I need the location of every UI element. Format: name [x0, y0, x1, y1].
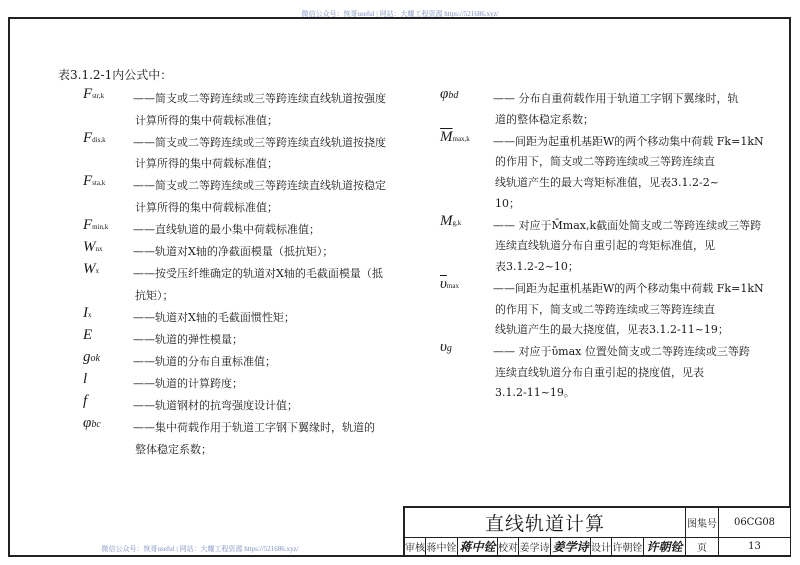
symbol	[83, 415, 101, 432]
watermark-top: 微信公众号：恢哥useful | 网站：大耀工程资源 https://521686.xyz/	[301, 10, 499, 18]
symbol	[440, 276, 459, 293]
atlas-label: 图集号	[686, 508, 719, 538]
definition-line: ——轨道的弹性模量；	[133, 332, 243, 346]
symbol-subscript: max	[446, 281, 459, 290]
symbol-main: W	[83, 238, 96, 255]
definition-line: ——轨道对X轴的净截面模量（抵抗矩）；	[133, 244, 334, 258]
definition-line: 线轨道产生的最大弯矩标准值，见表3.1.2-2~	[495, 175, 719, 189]
review-label: 审核	[405, 538, 426, 556]
definition-line: 表3.1.2-2~10；	[495, 259, 579, 273]
symbol-main: φ	[83, 415, 92, 432]
designer-name: 许朝铨	[612, 538, 644, 556]
symbol-subscript: min,k	[92, 222, 109, 231]
symbol-main: I	[83, 304, 88, 321]
symbol	[440, 129, 470, 146]
symbol	[83, 327, 92, 344]
symbol-main: $\overline{M}$	[440, 128, 453, 145]
definition-line: 3.1.2-11~19。	[495, 386, 575, 400]
symbol-main: F	[83, 86, 93, 102]
symbol-main: l	[83, 370, 88, 387]
definition-line: 抗矩）；	[135, 288, 174, 302]
checker-name: 姜学诗	[519, 538, 551, 556]
symbol	[83, 349, 100, 366]
definition-line: ——间距为起重机基距W的两个移动集中荷载 Fk=1kN	[493, 134, 764, 148]
definition-line: ——轨道钢材的抗弯强度设计值；	[133, 399, 298, 412]
symbol	[83, 217, 108, 234]
drawing-title: 直线轨道计算	[405, 508, 686, 538]
definition-line: ——集中荷载作用于轨道工字钢下翼缘时，轨道的	[133, 421, 375, 435]
definition-line: —— 分布自重荷载作用于轨道工字钢下翼缘时，轨	[493, 92, 739, 105]
symbol	[83, 173, 105, 190]
symbol-main: f	[83, 393, 88, 409]
symbol-subscript: bd	[448, 90, 459, 101]
page-label: 页	[686, 538, 719, 556]
definition-line: 的作用下，简支或二等跨连续或三等跨连续直	[495, 302, 715, 316]
checker-signature: 姜学诗	[551, 538, 591, 556]
definition-line: 10；	[495, 196, 520, 210]
reviewer-name: 蒋中铨	[426, 538, 458, 556]
symbol	[83, 239, 103, 256]
definition-line: ——轨道对X轴的毛截面惯性矩；	[133, 310, 295, 324]
symbol-main: W	[83, 261, 96, 277]
symbol-main: $\overline{\upsilon}$	[440, 275, 447, 292]
definition-line: —— 对应于ῡmax 位置处简支或二等跨连续或三等跨	[493, 345, 750, 359]
reviewer-signature: 蒋中铨	[458, 538, 498, 556]
symbol-main: F	[83, 129, 93, 146]
atlas-number: 06CG08	[719, 508, 791, 538]
check-label: 校对	[498, 538, 519, 556]
symbol-main: M	[440, 212, 453, 229]
page-number: 13	[719, 538, 791, 556]
symbol-subscript: max,k	[452, 134, 470, 143]
symbol	[83, 86, 104, 103]
symbol-main: F	[83, 216, 93, 233]
definition-line: 计算所得的集中荷载标准值；	[135, 113, 278, 127]
definition-line: ——轨道的分布自重标准值；	[133, 354, 276, 368]
definition-line: ——轨道的计算跨度；	[133, 376, 243, 390]
symbol-subscript: bc	[91, 419, 101, 431]
symbol-subscript: x	[95, 267, 99, 275]
definition-line: 计算所得的集中荷载标准值；	[135, 157, 278, 171]
definition-line: 整体稳定系数；	[135, 442, 212, 456]
definition-line: 的作用下，简支或二等跨连续或三等跨连续直	[495, 155, 715, 169]
symbol	[83, 261, 99, 278]
symbol-subscript: x	[88, 310, 92, 319]
definition-line: 计算所得的集中荷载标准值；	[135, 200, 278, 214]
definition-line: 线轨道产生的最大挠度值，见表3.1.2-11~19；	[495, 323, 729, 337]
symbol-main: E	[83, 326, 93, 343]
definition-line: ——简支或二等跨连续或三等跨连续直线轨道按强度	[133, 92, 386, 105]
watermark-bottom: 微信公众号：恢哥useful | 网站：大耀工程资源 https://521686.xyz/	[101, 545, 299, 553]
definition-line: 连续直线轨道分布自重引起的弯矩标准值，见	[495, 239, 715, 253]
definition-line: —— 对应于M̄max,k截面处简支或二等跨连续或三等跨	[493, 218, 762, 232]
symbol	[440, 213, 461, 230]
symbol-subscript: ok	[90, 352, 100, 364]
designer-signature: 许朝铨	[644, 538, 686, 556]
symbol	[440, 339, 452, 356]
definition-line: ——直线轨道的最小集中荷载标准值；	[133, 222, 320, 236]
symbol-subscript: dis,k	[92, 135, 106, 144]
symbol	[83, 130, 106, 147]
symbol	[83, 371, 87, 388]
section-heading: 表3.1.2-1内公式中：	[58, 68, 173, 82]
symbol-main: υ	[440, 339, 447, 356]
definition-line: ——按受压纤维确定的轨道对X轴的毛截面模量（抵	[133, 267, 383, 280]
design-label: 设计	[591, 538, 612, 556]
symbol	[440, 86, 458, 103]
symbol-main: g	[83, 348, 91, 365]
symbol-subscript: sta,k	[92, 179, 106, 188]
symbol-subscript: g	[446, 343, 452, 355]
symbol	[83, 393, 87, 410]
symbol	[83, 305, 92, 322]
symbol-subscript: nx	[95, 244, 103, 253]
symbol-subscript: str,k	[92, 92, 105, 100]
symbol-main: F	[83, 173, 93, 190]
symbol-main: φ	[440, 86, 449, 102]
definition-line: ——简支或二等跨连续或三等跨连续直线轨道按稳定	[133, 179, 386, 193]
definition-line: 连续直线轨道分布自重引起的挠度值，见表	[495, 365, 704, 379]
definition-line: 道的整体稳定系数；	[495, 112, 594, 126]
symbol-subscript: g,k	[452, 218, 462, 227]
definition-line: ——简支或二等跨连续或三等跨连续直线轨道按挠度	[133, 135, 386, 149]
title-block	[403, 506, 791, 556]
definition-line: ——间距为起重机基距W的两个移动集中荷载 Fk=1kN	[493, 281, 764, 295]
